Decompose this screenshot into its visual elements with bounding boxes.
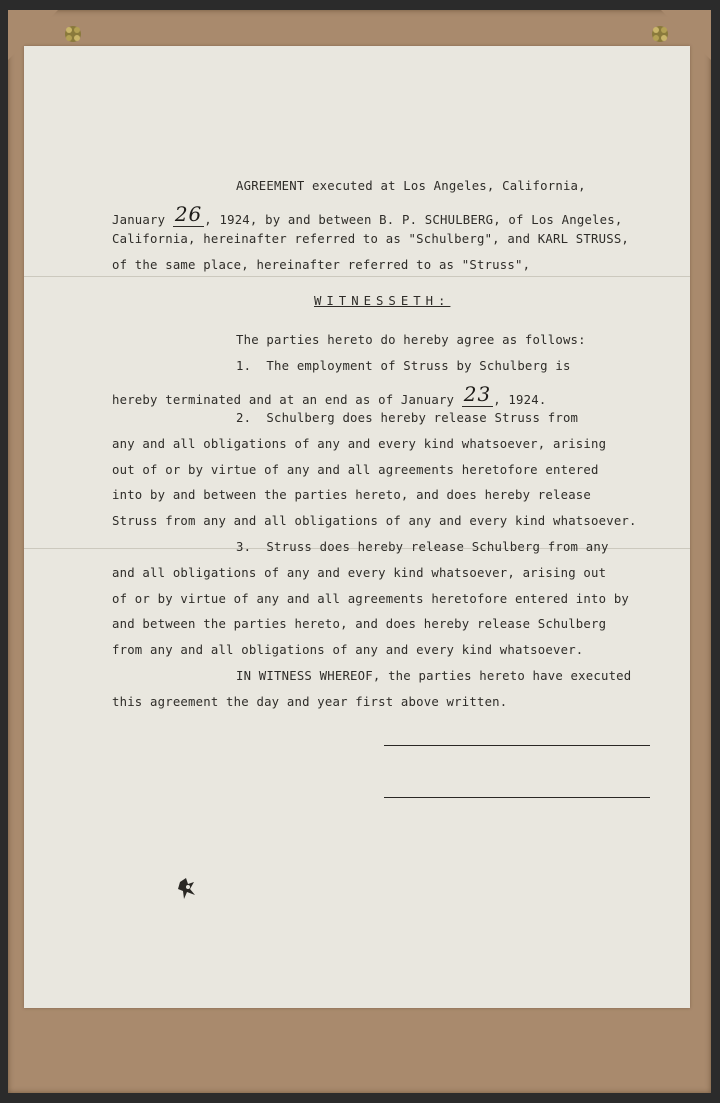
ink-mark-icon bbox=[176, 876, 198, 902]
corner-flap-left bbox=[8, 10, 58, 60]
intro-line: California, hereinafter referred to as "Schulberg", and KARL STRUSS, bbox=[112, 232, 630, 246]
signature-line bbox=[384, 797, 650, 798]
fastener-icon bbox=[650, 24, 670, 44]
fastener-icon bbox=[63, 24, 83, 44]
clause-line: hereby terminated and at an end as of January 23 , 1924. bbox=[112, 382, 547, 407]
section-heading: WITNESSETH: bbox=[314, 294, 451, 308]
clause-line: 2. Schulberg does hereby release Struss from bbox=[236, 411, 579, 425]
intro-line: of the same place, hereinafter referred to as "Struss", bbox=[112, 258, 531, 272]
clause-line: 1. The employment of Struss by Schulberg is bbox=[236, 359, 571, 373]
clause-line: any and all obligations of any and every kind whatsoever, arising bbox=[112, 437, 607, 451]
agree-line: The parties hereto do hereby agree as follows: bbox=[236, 333, 586, 347]
intro-line: AGREEMENT executed at Los Angeles, California, bbox=[236, 179, 586, 193]
handwritten-date: 26 bbox=[174, 202, 203, 226]
clause-line: Struss from any and all obligations of any and every kind whatsoever. bbox=[112, 514, 637, 528]
intro-line: January 26 , 1924, by and between B. P. SCHULBERG, of Los Angeles, bbox=[112, 202, 623, 227]
clause-line: out of or by virtue of any and all agreements heretofore entered bbox=[112, 463, 599, 477]
signature-line bbox=[384, 745, 650, 746]
clause-line: into by and between the parties hereto, and does hereby release bbox=[112, 488, 592, 502]
fold-crease bbox=[24, 276, 690, 277]
handwritten-date: 23 bbox=[463, 382, 492, 406]
clause-line: from any and all obligations of any and every kind whatsoever. bbox=[112, 643, 584, 657]
clause-line: 3. Struss does hereby release Schulberg from any bbox=[236, 540, 609, 554]
clause-line: of or by virtue of any and all agreements heretofore entered into by bbox=[112, 592, 630, 606]
clause-line: and all obligations of any and every kind whatsoever, arising out bbox=[112, 566, 607, 580]
witness-line: IN WITNESS WHEREOF, the parties hereto have executed bbox=[236, 669, 632, 683]
witness-line: this agreement the day and year first above written. bbox=[112, 695, 508, 709]
clause-line: and between the parties hereto, and does hereby release Schulberg bbox=[112, 617, 607, 631]
